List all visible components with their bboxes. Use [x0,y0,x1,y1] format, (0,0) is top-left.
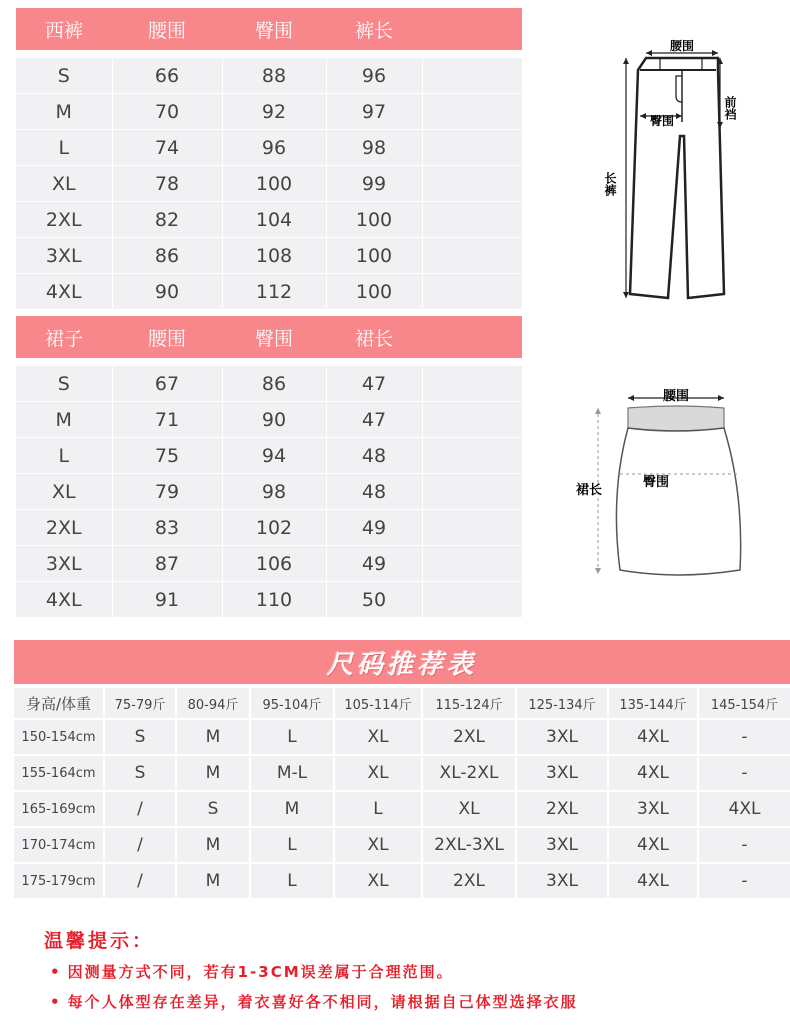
empty-cell [422,510,522,546]
value-cell: 49 [326,546,422,582]
size-cell: XL-2XL [422,755,516,791]
size-cell: 2XL [422,863,516,899]
size-cell: 3XL [516,755,608,791]
size-cell: 2XL [16,202,112,238]
skirt-size-table [16,316,522,618]
size-cell: S [104,719,176,755]
empty-cell [422,402,522,438]
size-cell: - [698,863,790,899]
pants-header-spacer [422,8,522,54]
weight-header: 75-79斤 [104,688,176,719]
size-cell: 4XL [608,719,698,755]
size-cell: 3XL [16,546,112,582]
value-cell: 96 [222,130,326,166]
value-cell: 66 [112,54,222,94]
weight-header: 95-104斤 [250,688,334,719]
value-cell: 90 [112,274,222,310]
size-cell: M-L [250,755,334,791]
tips-section [44,926,784,1021]
pants-size-table [16,8,522,310]
table-row [14,827,790,863]
table-row [16,54,522,94]
table-row [16,546,522,582]
table-row [14,755,790,791]
size-cell: 2XL [422,719,516,755]
pants-waist-label: 腰围 [669,39,695,53]
height-cell: 175-179cm [14,863,104,899]
size-cell: 2XL-3XL [422,827,516,863]
value-cell: 106 [222,546,326,582]
tip-text: 因测量方式不同，若有1-3CM误差属于合理范围。 [67,963,454,981]
size-cell: M [176,755,250,791]
size-cell: L [250,827,334,863]
tips-title: 温馨提示： [44,930,155,952]
size-cell: M [176,719,250,755]
value-cell: 98 [222,474,326,510]
size-recommendation-title: 尺码推荐表 [326,649,477,680]
tip-text: 每个人体型存在差异，着衣喜好各不相同，请根据自己体型选择衣服 [67,993,578,1011]
size-cell: L [334,791,422,827]
size-cell: 4XL [16,582,112,618]
value-cell: 110 [222,582,326,618]
empty-cell [422,238,522,274]
size-cell: / [104,791,176,827]
weight-header: 105-114斤 [334,688,422,719]
value-cell: 49 [326,510,422,546]
skirt-waist-label: 腰围 [662,389,690,404]
tip-item [50,991,784,1012]
skirt-waistband [628,406,724,431]
size-cell: XL [334,863,422,899]
weight-header: 135-144斤 [608,688,698,719]
value-cell: 78 [112,166,222,202]
table-row [16,94,522,130]
size-cell: / [104,827,176,863]
value-cell: 104 [222,202,326,238]
empty-cell [422,438,522,474]
value-cell: 100 [326,274,422,310]
pants-rise-label: 前裆 [723,96,737,120]
size-cell: 2XL [16,510,112,546]
value-cell: 112 [222,274,326,310]
size-cell: - [698,827,790,863]
value-cell: 74 [112,130,222,166]
value-cell: 94 [222,438,326,474]
size-cell: M [176,827,250,863]
value-cell: 71 [112,402,222,438]
skirt-header-cell: 裙子 [16,316,112,362]
height-cell: 155-164cm [14,755,104,791]
pants-outline [630,58,724,298]
weight-header: 125-134斤 [516,688,608,719]
size-recommendation-table [14,688,790,900]
table-row [16,582,522,618]
size-cell: - [698,719,790,755]
skirt-header-cell: 臀围 [222,316,326,362]
value-cell: 87 [112,546,222,582]
size-cell: 3XL [16,238,112,274]
empty-cell [422,166,522,202]
pants-length-label: 长裤 [603,172,617,196]
size-cell: XL [16,474,112,510]
table-row [16,510,522,546]
value-cell: 70 [112,94,222,130]
size-cell: S [16,362,112,402]
empty-cell [422,202,522,238]
pants-header-cell: 裤长 [326,8,422,54]
table-row [16,402,522,438]
table-row [16,438,522,474]
empty-cell [422,546,522,582]
weight-header: 115-124斤 [422,688,516,719]
size-cell: / [104,863,176,899]
size-cell: L [16,438,112,474]
empty-cell [422,362,522,402]
value-cell: 47 [326,362,422,402]
recommendation-header-row [14,688,790,719]
value-cell: 102 [222,510,326,546]
table-row [16,202,522,238]
weight-header: 80-94斤 [176,688,250,719]
value-cell: 100 [326,202,422,238]
empty-cell [422,474,522,510]
skirt-header-cell: 裙长 [326,316,422,362]
size-cell: 4XL [16,274,112,310]
empty-cell [422,94,522,130]
pants-header-cell: 西裤 [16,8,112,54]
value-cell: 97 [326,94,422,130]
pants-header-cell: 腰围 [112,8,222,54]
size-cell: - [698,755,790,791]
value-cell: 99 [326,166,422,202]
skirt-header-cell: 腰围 [112,316,222,362]
size-cell: L [16,130,112,166]
bullet-icon: • [50,963,62,981]
value-cell: 86 [112,238,222,274]
empty-cell [422,130,522,166]
size-cell: L [250,719,334,755]
value-cell: 47 [326,402,422,438]
value-cell: 48 [326,474,422,510]
bullet-icon: • [50,993,62,1011]
value-cell: 86 [222,362,326,402]
size-cell: 4XL [608,755,698,791]
size-cell: 3XL [516,827,608,863]
skirt-header-row [16,316,522,362]
empty-cell [422,54,522,94]
empty-cell [422,582,522,618]
value-cell: 96 [326,54,422,94]
size-cell: 3XL [516,863,608,899]
skirt-diagram [572,384,762,584]
value-cell: 48 [326,438,422,474]
size-cell: 3XL [516,719,608,755]
skirt-outline [616,428,740,575]
table-row [14,863,790,899]
skirt-header-spacer [422,316,522,362]
pants-hip-label: 臀围 [649,114,675,128]
value-cell: 90 [222,402,326,438]
value-cell: 50 [326,582,422,618]
size-cell: XL [422,791,516,827]
size-cell: M [250,791,334,827]
size-cell: 4XL [698,791,790,827]
size-cell: S [176,791,250,827]
value-cell: 100 [326,238,422,274]
height-cell: 165-169cm [14,791,104,827]
pants-header-row [16,8,522,54]
size-cell: L [250,863,334,899]
value-cell: 79 [112,474,222,510]
pants-diagram [596,36,756,306]
size-recommendation-banner [14,640,790,684]
size-cell: M [16,94,112,130]
size-cell: 3XL [608,791,698,827]
weight-header: 145-154斤 [698,688,790,719]
pants-header-cell: 臀围 [222,8,326,54]
size-cell: S [16,54,112,94]
size-cell: 4XL [608,827,698,863]
size-cell: XL [334,827,422,863]
table-row [16,166,522,202]
skirt-length-label: 裙长 [576,483,603,498]
size-cell: XL [16,166,112,202]
size-cell: M [176,863,250,899]
empty-cell [422,274,522,310]
size-cell: M [16,402,112,438]
skirt-hip-label: 臀围 [642,475,670,490]
height-weight-corner: 身高/体重 [14,688,104,719]
table-row [16,238,522,274]
size-cell: 4XL [608,863,698,899]
table-row [16,362,522,402]
value-cell: 75 [112,438,222,474]
tip-item [50,961,784,982]
value-cell: 108 [222,238,326,274]
value-cell: 91 [112,582,222,618]
height-cell: 170-174cm [14,827,104,863]
value-cell: 92 [222,94,326,130]
value-cell: 88 [222,54,326,94]
table-row [14,719,790,755]
table-row [16,474,522,510]
value-cell: 67 [112,362,222,402]
size-cell: S [104,755,176,791]
table-row [16,274,522,310]
size-cell: XL [334,755,422,791]
height-cell: 150-154cm [14,719,104,755]
size-cell: 2XL [516,791,608,827]
value-cell: 100 [222,166,326,202]
table-row [14,791,790,827]
value-cell: 82 [112,202,222,238]
size-cell: XL [334,719,422,755]
value-cell: 98 [326,130,422,166]
table-row [16,130,522,166]
value-cell: 83 [112,510,222,546]
